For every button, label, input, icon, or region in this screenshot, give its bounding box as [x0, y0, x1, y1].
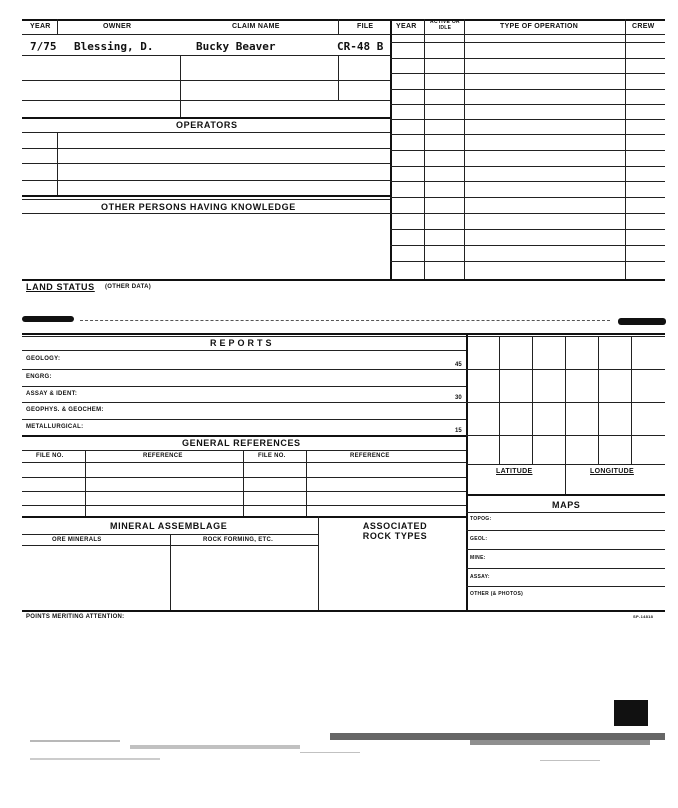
divider	[57, 132, 58, 195]
row-line	[22, 213, 390, 214]
row-line	[390, 89, 665, 90]
row-line	[22, 419, 466, 420]
report-metallurgical: METALLURGICAL:	[26, 424, 84, 430]
header-year: YEAR	[30, 23, 51, 30]
header-year-2: YEAR	[396, 23, 417, 30]
references-title: GENERAL REFERENCES	[182, 438, 301, 448]
maps-assay: ASSAY:	[470, 574, 490, 580]
row-line	[390, 134, 665, 135]
longitude-label: LONGITUDE	[590, 468, 634, 475]
ink-smudge	[22, 316, 74, 322]
reports-title: REPORTS	[210, 338, 275, 348]
header-file: FILE	[357, 23, 374, 30]
maps-other: OTHER (& PHOTOS)	[470, 591, 524, 597]
scale-30: 30	[455, 395, 462, 401]
grid-line	[466, 402, 665, 403]
row-line	[22, 450, 466, 451]
references-top	[22, 435, 466, 437]
grid-line	[466, 435, 665, 436]
noise-band	[300, 752, 360, 753]
scale-45: 45	[455, 362, 462, 368]
row-line	[390, 166, 665, 167]
faint-line	[80, 320, 610, 321]
row-line	[390, 119, 665, 120]
row-line	[390, 73, 665, 74]
other-persons-title: OTHER PERSONS HAVING KNOWLEDGE	[101, 202, 296, 212]
divider	[306, 450, 307, 516]
report-engrg: ENGRG:	[26, 374, 52, 380]
other-persons-top	[22, 195, 390, 197]
row-line	[390, 181, 665, 182]
noise-band	[30, 758, 160, 760]
row-line	[22, 491, 466, 492]
other-persons-top-2	[22, 199, 390, 200]
row-line	[390, 150, 665, 151]
divider	[85, 450, 86, 516]
row-line	[466, 549, 665, 550]
form-bottom	[22, 610, 665, 612]
row-line	[22, 100, 390, 101]
row-line	[390, 104, 665, 105]
noise-band	[30, 740, 120, 742]
grid-line	[631, 336, 632, 464]
black-square	[614, 700, 648, 726]
maps-title: MAPS	[552, 500, 581, 510]
grid-line	[532, 336, 533, 464]
divider	[243, 450, 244, 516]
land-status-subtitle: (OTHER DATA)	[105, 284, 152, 290]
reports-top	[22, 333, 665, 335]
ref-col-file-no-2: FILE NO.	[258, 453, 286, 459]
row-line	[390, 42, 665, 43]
mineral-col-rock: ROCK FORMING, ETC.	[203, 537, 274, 543]
row-line	[22, 477, 466, 478]
reports-top-2	[22, 336, 665, 337]
row-line	[22, 369, 466, 370]
entry-owner: Blessing, D.	[74, 40, 154, 53]
header-underline	[22, 34, 665, 35]
form-code: SP-14818	[633, 614, 654, 619]
divider	[338, 19, 339, 34]
row-line	[22, 462, 466, 463]
row-line	[22, 505, 466, 506]
report-assay: ASSAY & IDENT:	[26, 391, 78, 397]
row-line	[390, 245, 665, 246]
header-crew: CREW	[632, 23, 655, 30]
entry-claim: Bucky Beaver	[196, 40, 276, 53]
row-line	[390, 261, 665, 262]
top-block-bottom	[22, 279, 665, 281]
mineral-title: MINERAL ASSEMBLAGE	[110, 521, 228, 531]
grid-line	[598, 336, 599, 464]
row-line	[390, 213, 665, 214]
row-line	[466, 586, 665, 587]
latitude-label: LATITUDE	[496, 468, 533, 475]
row-line	[466, 512, 665, 513]
entry-date: 7/75	[30, 40, 57, 53]
points-meriting-attention: POINTS MERITING ATTENTION:	[26, 614, 125, 620]
row-line	[22, 350, 466, 351]
row-line	[390, 197, 665, 198]
header-claim-name: CLAIM NAME	[232, 23, 280, 30]
row-line	[22, 55, 390, 56]
divider	[170, 534, 171, 610]
mineral-top	[22, 516, 466, 518]
header-owner: OWNER	[103, 23, 132, 30]
noise-band	[540, 760, 600, 761]
operators-top	[22, 117, 390, 119]
row-line	[22, 163, 390, 164]
header-type-of-operation: TYPE OF OPERATION	[500, 23, 579, 30]
ref-col-reference-2: REFERENCE	[350, 453, 390, 459]
divider	[565, 464, 566, 494]
row-line	[466, 568, 665, 569]
report-geophys: GEOPHYS. & GEOCHEM:	[26, 407, 104, 413]
grid-line	[499, 336, 500, 464]
row-line	[22, 180, 390, 181]
row-line	[22, 402, 466, 403]
maps-top	[466, 494, 665, 496]
reports-right-divider	[466, 333, 468, 611]
row-line	[22, 80, 390, 81]
row-line	[22, 132, 390, 133]
grid-line	[466, 369, 665, 370]
row-line	[390, 58, 665, 59]
top-border	[22, 19, 665, 21]
noise-band	[330, 733, 665, 740]
entry-file: CR-48 B	[337, 40, 384, 53]
ink-smudge	[618, 318, 666, 325]
grid-line	[565, 336, 566, 464]
row-line	[22, 148, 390, 149]
header-active-idle: ACTIVE OR IDLE	[430, 19, 460, 31]
noise-band	[130, 745, 300, 749]
operators-title: OPERATORS	[176, 120, 238, 130]
noise-band	[470, 740, 650, 745]
row-line	[390, 229, 665, 230]
divider	[338, 55, 339, 100]
maps-geol: GEOL:	[470, 536, 488, 542]
scale-15: 15	[455, 428, 462, 434]
report-geology: GEOLOGY:	[26, 356, 61, 362]
associated-rock-types-title: ASSOCIATED ROCK TYPES	[362, 521, 428, 541]
divider	[57, 19, 58, 34]
row-line	[22, 386, 466, 387]
maps-mine: MINE:	[470, 555, 486, 561]
land-status-title: LAND STATUS	[26, 282, 95, 292]
ref-col-reference: REFERENCE	[143, 453, 183, 459]
ref-col-file-no: FILE NO.	[36, 453, 64, 459]
mineral-col-ore: ORE MINERALS	[52, 537, 102, 543]
divider	[180, 55, 181, 117]
row-line	[466, 530, 665, 531]
maps-topog: TOPOG:	[470, 516, 492, 522]
divider	[318, 516, 319, 610]
